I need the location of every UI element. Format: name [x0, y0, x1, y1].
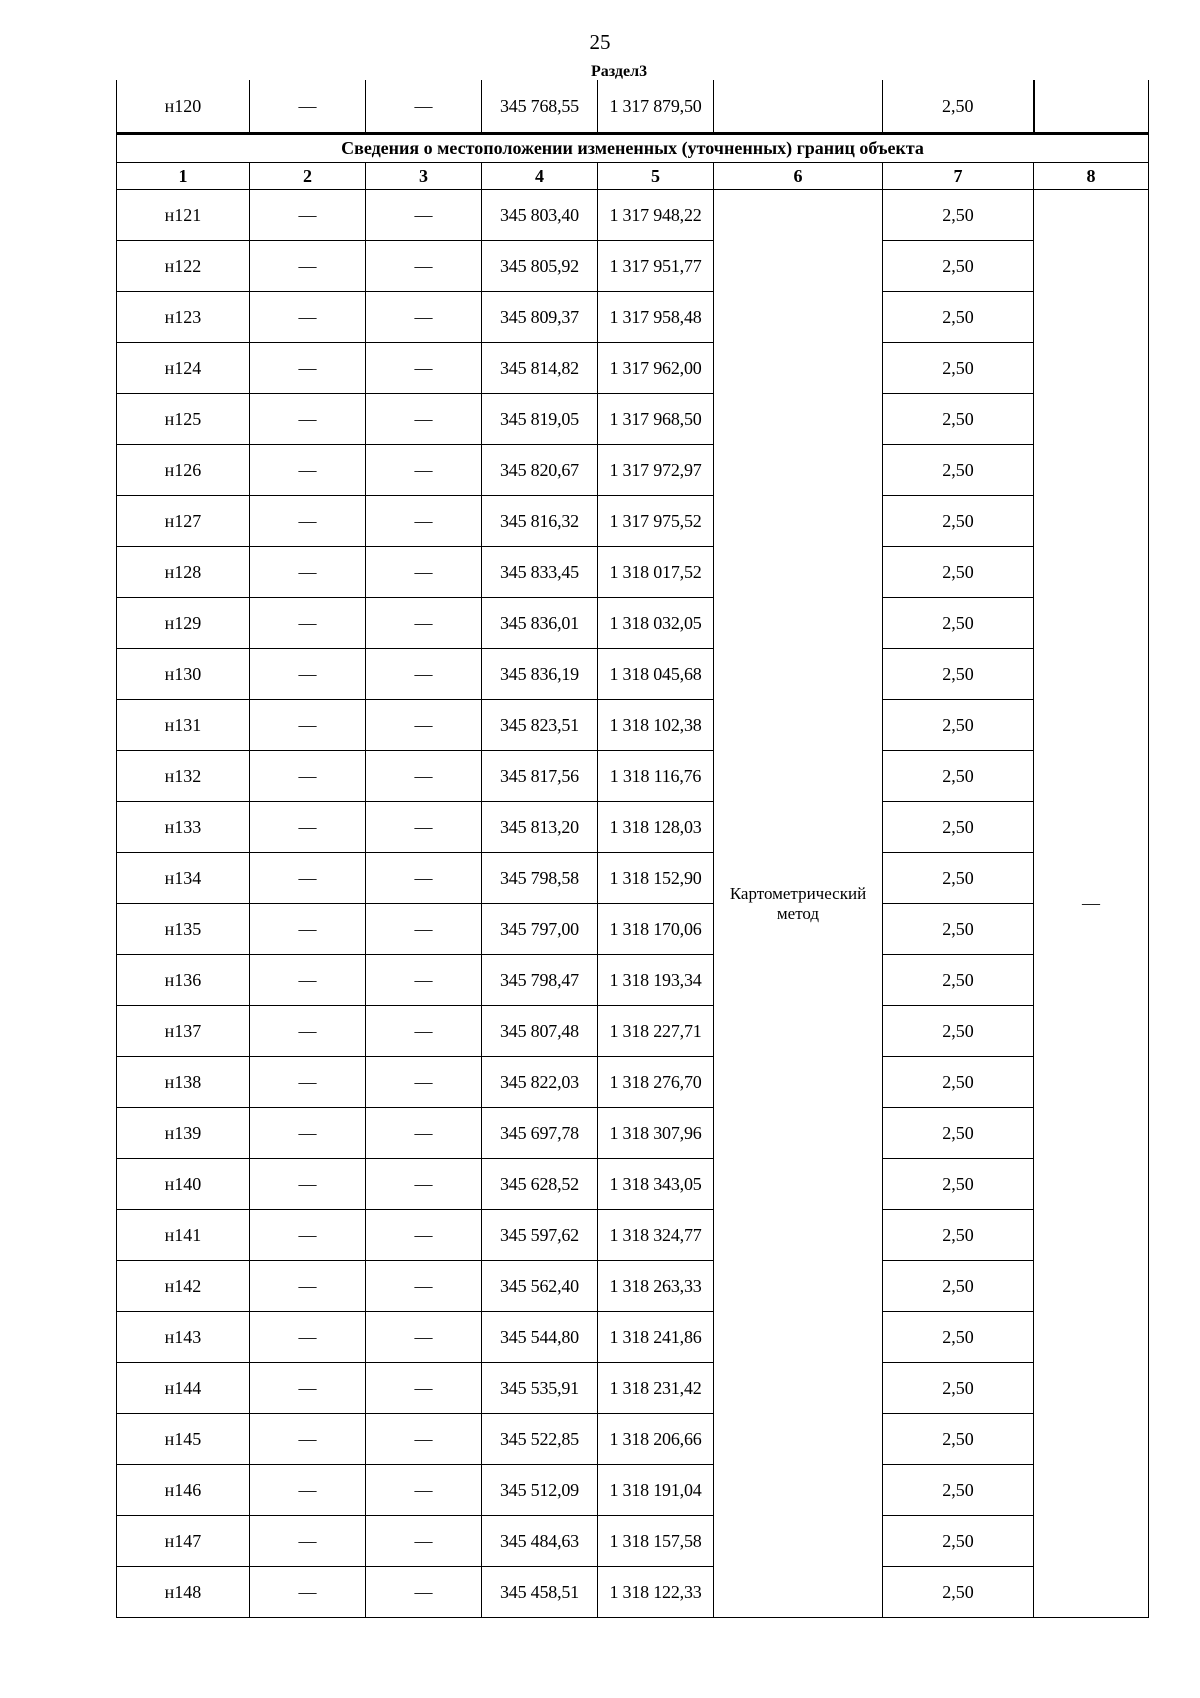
col3-cell: —: [366, 343, 482, 394]
x-coordinate-cell: 345 597,62: [482, 1210, 598, 1261]
accuracy-cell: 2,50: [883, 1006, 1034, 1057]
accuracy-cell: 2,50: [883, 343, 1034, 394]
x-coordinate-cell: 345 816,32: [482, 496, 598, 547]
section-title: Раздел3: [591, 63, 648, 80]
y-coordinate-cell: 1 318 324,77: [598, 1210, 714, 1261]
x-coordinate-cell: 345 697,78: [482, 1108, 598, 1159]
col2-cell: —: [250, 1210, 366, 1261]
table-row: [117, 547, 1149, 598]
col3-cell: —: [366, 1261, 482, 1312]
point-cell: н139: [117, 1108, 250, 1159]
col2-cell: —: [250, 853, 366, 904]
x-coordinate-cell: 345 803,40: [482, 190, 598, 241]
col3-cell: —: [366, 80, 482, 134]
table-row: [117, 445, 1149, 496]
table-heading: Сведения о местоположении измененных (уточненных) границ объекта: [117, 134, 1149, 163]
table-row: [117, 1108, 1149, 1159]
x-coordinate-cell: 345 836,01: [482, 598, 598, 649]
table-row: [117, 190, 1149, 241]
col2-cell: —: [250, 394, 366, 445]
table-row: [117, 1567, 1149, 1618]
col2-cell: —: [250, 1567, 366, 1618]
x-coordinate-cell: 345 798,58: [482, 853, 598, 904]
accuracy-cell: 2,50: [883, 547, 1034, 598]
table-row: [117, 904, 1149, 955]
point-cell: н130: [117, 649, 250, 700]
table-body: [117, 80, 1149, 1618]
col3-cell: —: [366, 1363, 482, 1414]
x-coordinate-cell: 345 836,19: [482, 649, 598, 700]
col2-cell: —: [250, 904, 366, 955]
accuracy-cell: 2,50: [883, 292, 1034, 343]
column-number: 3: [366, 163, 482, 190]
accuracy-cell: 2,50: [883, 853, 1034, 904]
col2-cell: —: [250, 241, 366, 292]
point-cell: н125: [117, 394, 250, 445]
y-coordinate-cell: 1 318 122,33: [598, 1567, 714, 1618]
point-cell: н134: [117, 853, 250, 904]
col3-cell: —: [366, 955, 482, 1006]
col3-cell: —: [366, 547, 482, 598]
accuracy-cell: 2,50: [883, 700, 1034, 751]
y-coordinate-cell: 1 317 879,50: [598, 80, 714, 134]
y-coordinate-cell: 1 318 307,96: [598, 1108, 714, 1159]
y-coordinate-cell: 1 318 102,38: [598, 700, 714, 751]
col2-cell: —: [250, 598, 366, 649]
col3-cell: —: [366, 649, 482, 700]
point-cell: н145: [117, 1414, 250, 1465]
point-cell: н132: [117, 751, 250, 802]
col2-cell: —: [250, 1108, 366, 1159]
col3-cell: —: [366, 1006, 482, 1057]
y-coordinate-cell: 1 318 032,05: [598, 598, 714, 649]
point-cell: н147: [117, 1516, 250, 1567]
col3-cell: —: [366, 1312, 482, 1363]
table-row: [117, 1516, 1149, 1567]
table-row: [117, 496, 1149, 547]
table-row: [117, 1414, 1149, 1465]
col2-cell: —: [250, 1363, 366, 1414]
point-cell: н144: [117, 1363, 250, 1414]
point-cell: н121: [117, 190, 250, 241]
col2-cell: —: [250, 802, 366, 853]
table-row: [117, 649, 1149, 700]
col2-cell: —: [250, 700, 366, 751]
table-row: [117, 1465, 1149, 1516]
table-row: [117, 598, 1149, 649]
col2-cell: —: [250, 955, 366, 1006]
y-coordinate-cell: 1 317 968,50: [598, 394, 714, 445]
y-coordinate-cell: 1 318 206,66: [598, 1414, 714, 1465]
y-coordinate-cell: 1 318 116,76: [598, 751, 714, 802]
y-coordinate-cell: 1 318 276,70: [598, 1057, 714, 1108]
col2-cell: —: [250, 1261, 366, 1312]
point-cell: н141: [117, 1210, 250, 1261]
point-cell: н131: [117, 700, 250, 751]
accuracy-cell: 2,50: [883, 1465, 1034, 1516]
x-coordinate-cell: 345 807,48: [482, 1006, 598, 1057]
column-number: 2: [250, 163, 366, 190]
table-row: [117, 292, 1149, 343]
accuracy-cell: 2,50: [883, 1567, 1034, 1618]
boundary-coordinates-table: [116, 80, 1149, 1618]
accuracy-cell: 2,50: [883, 1057, 1034, 1108]
col8-cell: —: [1034, 190, 1149, 1618]
table-row: [117, 343, 1149, 394]
y-coordinate-cell: 1 318 157,58: [598, 1516, 714, 1567]
table-row: [117, 700, 1149, 751]
table-row: [117, 1006, 1149, 1057]
table-row: [117, 751, 1149, 802]
col3-cell: —: [366, 1108, 482, 1159]
point-cell: н137: [117, 1006, 250, 1057]
point-cell: н120: [117, 80, 250, 134]
y-coordinate-cell: 1 318 193,34: [598, 955, 714, 1006]
table-row: [117, 1261, 1149, 1312]
y-coordinate-cell: 1 317 951,77: [598, 241, 714, 292]
table-row: [117, 853, 1149, 904]
table-row: [117, 1312, 1149, 1363]
method-cell-empty: [714, 80, 883, 134]
page-number: 25: [589, 30, 611, 54]
table-row: [117, 1210, 1149, 1261]
accuracy-cell: 2,50: [883, 802, 1034, 853]
column-number: 1: [117, 163, 250, 190]
accuracy-cell: 2,50: [883, 496, 1034, 547]
table-row: [117, 955, 1149, 1006]
x-coordinate-cell: 345 768,55: [482, 80, 598, 134]
x-coordinate-cell: 345 522,85: [482, 1414, 598, 1465]
x-coordinate-cell: 345 512,09: [482, 1465, 598, 1516]
table-row: [117, 394, 1149, 445]
table-heading-row: [117, 134, 1149, 163]
col3-cell: —: [366, 1210, 482, 1261]
y-coordinate-cell: 1 318 343,05: [598, 1159, 714, 1210]
point-cell: н133: [117, 802, 250, 853]
x-coordinate-cell: 345 458,51: [482, 1567, 598, 1618]
y-coordinate-cell: 1 318 227,71: [598, 1006, 714, 1057]
column-number: 5: [598, 163, 714, 190]
col3-cell: —: [366, 1567, 482, 1618]
col3-cell: —: [366, 241, 482, 292]
point-cell: н127: [117, 496, 250, 547]
accuracy-cell: 2,50: [883, 1210, 1034, 1261]
col2-cell: —: [250, 1159, 366, 1210]
col2-cell: —: [250, 1516, 366, 1567]
point-cell: н129: [117, 598, 250, 649]
col3-cell: —: [366, 1465, 482, 1516]
accuracy-cell: 2,50: [883, 394, 1034, 445]
col3-cell: —: [366, 292, 482, 343]
point-cell: н126: [117, 445, 250, 496]
accuracy-cell: 2,50: [883, 1363, 1034, 1414]
x-coordinate-cell: 345 797,00: [482, 904, 598, 955]
y-coordinate-cell: 1 318 128,03: [598, 802, 714, 853]
col3-cell: —: [366, 853, 482, 904]
table-row: [117, 1159, 1149, 1210]
y-coordinate-cell: 1 318 017,52: [598, 547, 714, 598]
col2-cell: —: [250, 751, 366, 802]
accuracy-cell: 2,50: [883, 598, 1034, 649]
x-coordinate-cell: 345 484,63: [482, 1516, 598, 1567]
method-cell: Картометрический метод: [714, 190, 883, 1618]
col3-cell: —: [366, 700, 482, 751]
point-cell: н142: [117, 1261, 250, 1312]
accuracy-cell: 2,50: [883, 1516, 1034, 1567]
col2-cell: —: [250, 547, 366, 598]
point-cell: н146: [117, 1465, 250, 1516]
table-row: [117, 802, 1149, 853]
x-coordinate-cell: 345 805,92: [482, 241, 598, 292]
accuracy-cell: 2,50: [883, 1108, 1034, 1159]
accuracy-cell: 2,50: [883, 445, 1034, 496]
table-row: [117, 1363, 1149, 1414]
accuracy-cell: 2,50: [883, 190, 1034, 241]
accuracy-cell: 2,50: [883, 751, 1034, 802]
table-row: [117, 241, 1149, 292]
accuracy-cell: 2,50: [883, 241, 1034, 292]
point-cell: н136: [117, 955, 250, 1006]
x-coordinate-cell: 345 819,05: [482, 394, 598, 445]
col3-cell: —: [366, 1057, 482, 1108]
accuracy-cell: 2,50: [883, 1261, 1034, 1312]
x-coordinate-cell: 345 544,80: [482, 1312, 598, 1363]
col2-cell: —: [250, 1465, 366, 1516]
col2-cell: —: [250, 343, 366, 394]
y-coordinate-cell: 1 318 241,86: [598, 1312, 714, 1363]
col3-cell: —: [366, 1159, 482, 1210]
accuracy-cell: 2,50: [883, 1159, 1034, 1210]
col2-cell: —: [250, 190, 366, 241]
point-cell: н143: [117, 1312, 250, 1363]
col3-cell: —: [366, 445, 482, 496]
col3-cell: —: [366, 802, 482, 853]
point-cell: н148: [117, 1567, 250, 1618]
col3-cell: —: [366, 496, 482, 547]
accuracy-cell: 2,50: [883, 904, 1034, 955]
x-coordinate-cell: 345 820,67: [482, 445, 598, 496]
point-cell: н128: [117, 547, 250, 598]
column-number: 7: [883, 163, 1034, 190]
col3-cell: —: [366, 904, 482, 955]
col3-cell: —: [366, 1414, 482, 1465]
y-coordinate-cell: 1 318 170,06: [598, 904, 714, 955]
y-coordinate-cell: 1 317 948,22: [598, 190, 714, 241]
x-coordinate-cell: 345 822,03: [482, 1057, 598, 1108]
x-coordinate-cell: 345 817,56: [482, 751, 598, 802]
accuracy-cell: 2,50: [883, 1414, 1034, 1465]
accuracy-cell: 2,50: [883, 649, 1034, 700]
column-numbers-row: [117, 163, 1149, 190]
y-coordinate-cell: 1 318 263,33: [598, 1261, 714, 1312]
accuracy-cell: 2,50: [883, 80, 1034, 134]
y-coordinate-cell: 1 317 958,48: [598, 292, 714, 343]
x-coordinate-cell: 345 562,40: [482, 1261, 598, 1312]
x-coordinate-cell: 345 535,91: [482, 1363, 598, 1414]
point-cell: н124: [117, 343, 250, 394]
x-coordinate-cell: 345 628,52: [482, 1159, 598, 1210]
col2-cell: —: [250, 496, 366, 547]
col2-cell: —: [250, 649, 366, 700]
accuracy-cell: 2,50: [883, 1312, 1034, 1363]
col2-cell: —: [250, 1312, 366, 1363]
col3-cell: —: [366, 751, 482, 802]
col3-cell: —: [366, 190, 482, 241]
x-coordinate-cell: 345 814,82: [482, 343, 598, 394]
point-cell: н122: [117, 241, 250, 292]
x-coordinate-cell: 345 823,51: [482, 700, 598, 751]
col2-cell: —: [250, 1006, 366, 1057]
y-coordinate-cell: 1 318 152,90: [598, 853, 714, 904]
y-coordinate-cell: 1 318 191,04: [598, 1465, 714, 1516]
point-cell: н138: [117, 1057, 250, 1108]
y-coordinate-cell: 1 318 231,42: [598, 1363, 714, 1414]
x-coordinate-cell: 345 798,47: [482, 955, 598, 1006]
point-cell: н135: [117, 904, 250, 955]
y-coordinate-cell: 1 317 975,52: [598, 496, 714, 547]
column-number: 4: [482, 163, 598, 190]
y-coordinate-cell: 1 317 962,00: [598, 343, 714, 394]
point-cell: н140: [117, 1159, 250, 1210]
column-number: 8: [1034, 163, 1149, 190]
column-number: 6: [714, 163, 883, 190]
y-coordinate-cell: 1 318 045,68: [598, 649, 714, 700]
table-row: [117, 1057, 1149, 1108]
y-coordinate-cell: 1 317 972,97: [598, 445, 714, 496]
col2-cell: —: [250, 1414, 366, 1465]
accuracy-cell: 2,50: [883, 955, 1034, 1006]
col2-cell: —: [250, 292, 366, 343]
col2-cell: —: [250, 1057, 366, 1108]
x-coordinate-cell: 345 833,45: [482, 547, 598, 598]
col3-cell: —: [366, 598, 482, 649]
col3-cell: —: [366, 394, 482, 445]
col3-cell: —: [366, 1516, 482, 1567]
col8-cell-empty: [1034, 80, 1149, 134]
x-coordinate-cell: 345 813,20: [482, 802, 598, 853]
point-cell: н123: [117, 292, 250, 343]
col2-cell: —: [250, 445, 366, 496]
col2-cell: —: [250, 80, 366, 134]
x-coordinate-cell: 345 809,37: [482, 292, 598, 343]
table-row-continued: [117, 80, 1149, 134]
